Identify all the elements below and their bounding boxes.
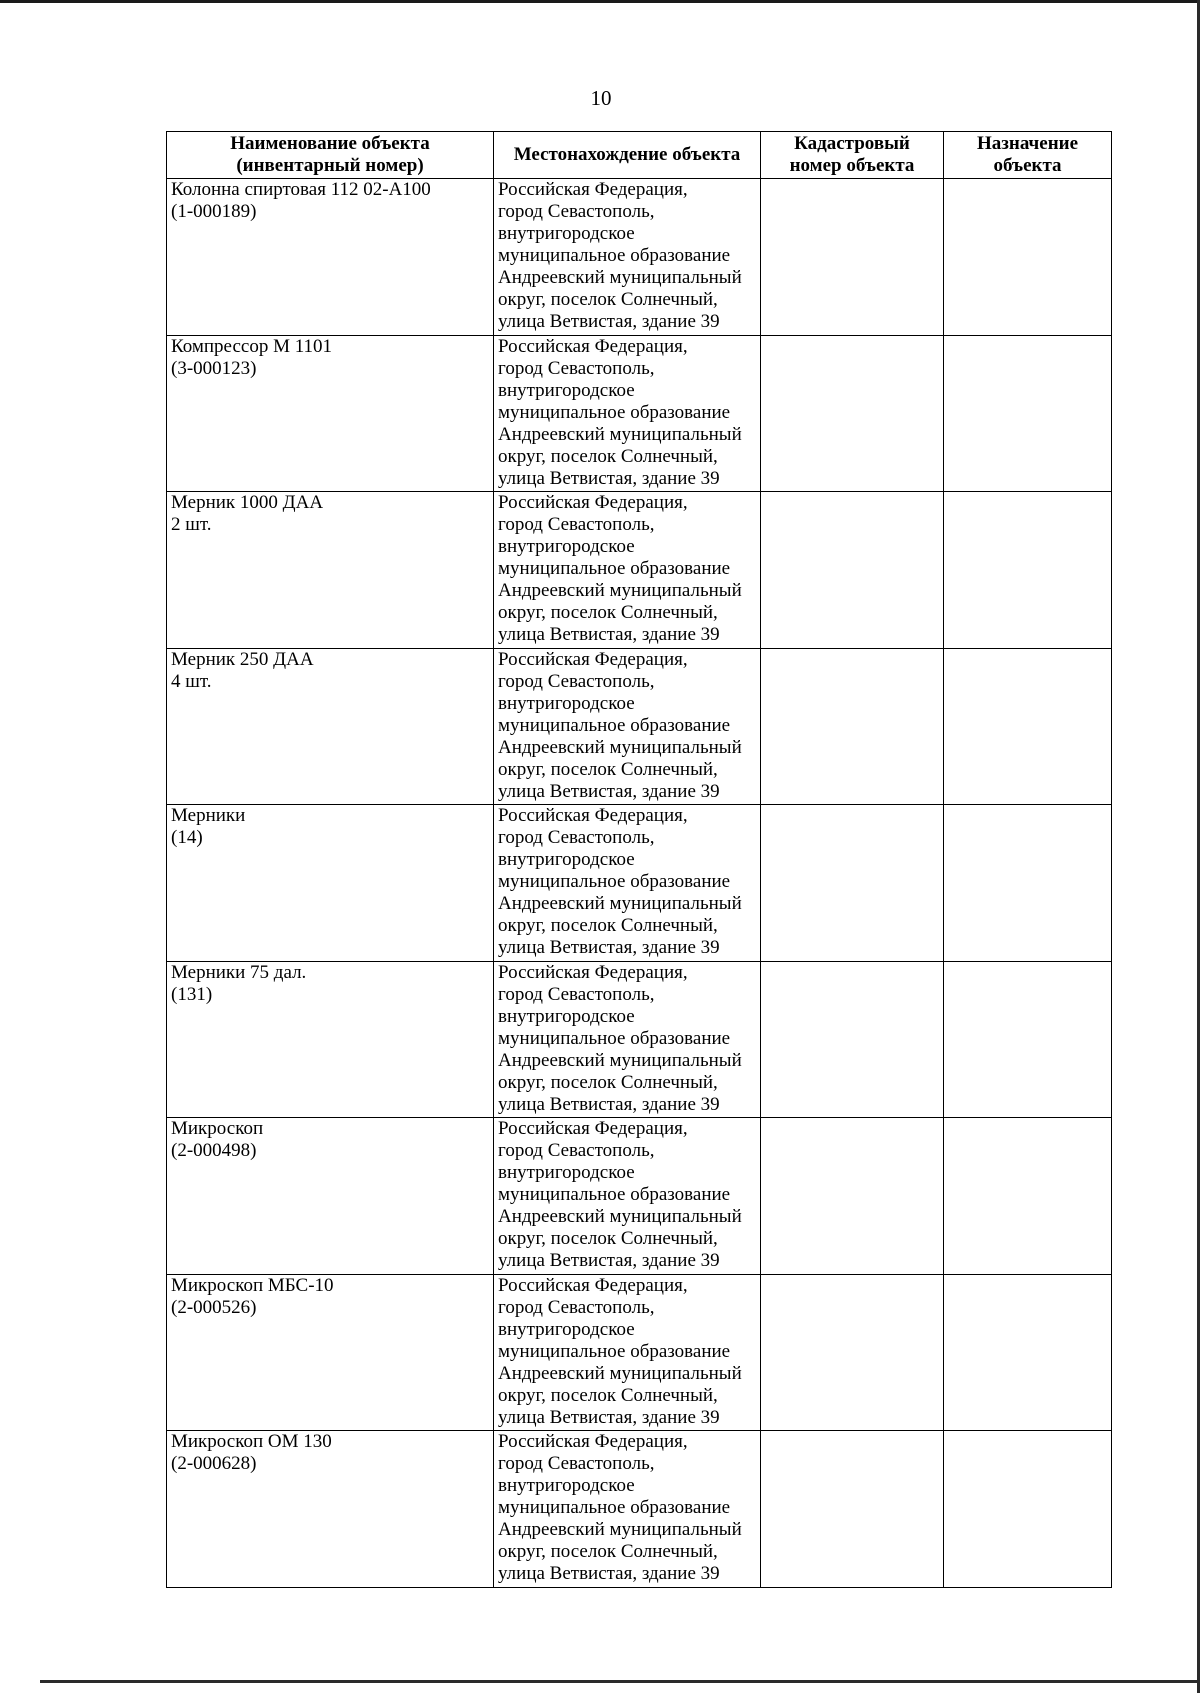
cell-purpose xyxy=(944,492,1112,649)
cell-location: Российская Федерация, город Севастополь, внутригородское муниципальное образование Андреевский муниципальный округ, поселок Солнечный, улица Ветвистая, здание 39 xyxy=(494,648,761,805)
cell-location: Российская Федерация, город Севастополь, внутригородское муниципальное образование Андреевский муниципальный округ, поселок Солнечный, улица Ветвистая, здание 39 xyxy=(494,805,761,962)
cell-purpose xyxy=(944,961,1112,1118)
header-name: Наименование объекта (инвентарный номер) xyxy=(167,132,494,179)
cell-name: Микроскоп (2-000498) xyxy=(167,1118,494,1275)
cell-purpose xyxy=(944,335,1112,492)
table-row xyxy=(167,492,1112,649)
cell-location: Российская Федерация, город Севастополь, внутригородское муниципальное образование Андреевский муниципальный округ, поселок Солнечный, улица Ветвистая, здание 39 xyxy=(494,1431,761,1588)
cell-cadastral xyxy=(761,961,944,1118)
table-row xyxy=(167,1274,1112,1431)
header-purpose: Назначение объекта xyxy=(944,132,1112,179)
cell-purpose xyxy=(944,1274,1112,1431)
cell-cadastral xyxy=(761,1118,944,1275)
table-row xyxy=(167,961,1112,1118)
cell-location: Российская Федерация, город Севастополь, внутригородское муниципальное образование Андреевский муниципальный округ, поселок Солнечный, улица Ветвистая, здание 39 xyxy=(494,1274,761,1431)
cell-location: Российская Федерация, город Севастополь, внутригородское муниципальное образование Андреевский муниципальный округ, поселок Солнечный, улица Ветвистая, здание 39 xyxy=(494,179,761,336)
cell-name: Микроскоп ОМ 130 (2-000628) xyxy=(167,1431,494,1588)
cell-name: Мерник 1000 ДАА 2 шт. xyxy=(167,492,494,649)
cell-location: Российская Федерация, город Севастополь, внутригородское муниципальное образование Андреевский муниципальный округ, поселок Солнечный, улица Ветвистая, здание 39 xyxy=(494,335,761,492)
table-header-row xyxy=(167,132,1112,179)
cell-cadastral xyxy=(761,648,944,805)
cell-name: Мерники 75 дал. (131) xyxy=(167,961,494,1118)
cell-location: Российская Федерация, город Севастополь, внутригородское муниципальное образование Андреевский муниципальный округ, поселок Солнечный, улица Ветвистая, здание 39 xyxy=(494,1118,761,1275)
page-number: 10 xyxy=(590,86,612,110)
scan-edge-top xyxy=(0,0,1200,3)
header-location: Местонахождение объекта xyxy=(494,132,761,179)
cell-cadastral xyxy=(761,492,944,649)
table-row xyxy=(167,648,1112,805)
objects-table xyxy=(166,131,1112,1588)
cell-purpose xyxy=(944,1431,1112,1588)
cell-name: Колонна спиртовая 112 02-А100 (1-000189) xyxy=(167,179,494,336)
cell-location: Российская Федерация, город Севастополь, внутригородское муниципальное образование Андреевский муниципальный округ, поселок Солнечный, улица Ветвистая, здание 39 xyxy=(494,492,761,649)
cell-name: Мерники (14) xyxy=(167,805,494,962)
table-row xyxy=(167,1431,1112,1588)
cell-purpose xyxy=(944,648,1112,805)
cell-cadastral xyxy=(761,1274,944,1431)
cell-purpose xyxy=(944,805,1112,962)
cell-purpose xyxy=(944,179,1112,336)
table-body xyxy=(167,179,1112,1588)
cell-name: Мерник 250 ДАА 4 шт. xyxy=(167,648,494,805)
cell-location: Российская Федерация, город Севастополь, внутригородское муниципальное образование Андреевский муниципальный округ, поселок Солнечный, улица Ветвистая, здание 39 xyxy=(494,961,761,1118)
cell-cadastral xyxy=(761,805,944,962)
header-cadastral: Кадастровый номер объекта xyxy=(761,132,944,179)
table-row xyxy=(167,1118,1112,1275)
cell-name: Микроскоп МБС-10 (2-000526) xyxy=(167,1274,494,1431)
cell-cadastral xyxy=(761,179,944,336)
table-row xyxy=(167,335,1112,492)
cell-purpose xyxy=(944,1118,1112,1275)
table-row xyxy=(167,805,1112,962)
scan-edge-bottom xyxy=(40,1680,1200,1683)
cell-cadastral xyxy=(761,1431,944,1588)
cell-name: Компрессор М 1101 (3-000123) xyxy=(167,335,494,492)
cell-cadastral xyxy=(761,335,944,492)
table-row xyxy=(167,179,1112,336)
